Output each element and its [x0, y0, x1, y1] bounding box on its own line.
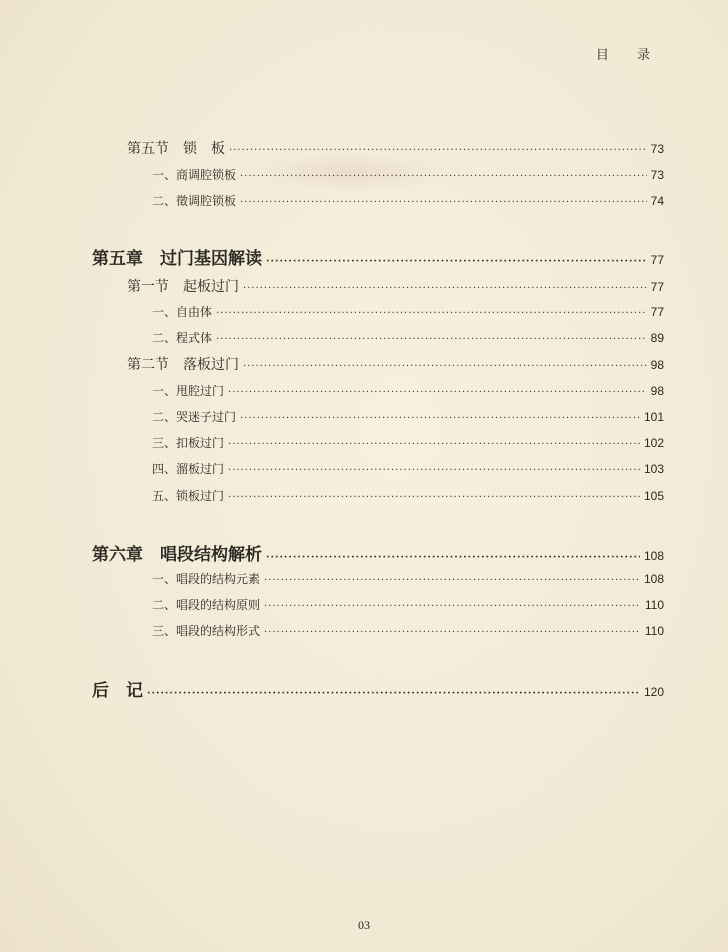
- toc-chapter-entry: [92, 540, 664, 565]
- toc-subsection-entry: [152, 596, 664, 613]
- dot-leader: [266, 552, 640, 563]
- toc-label: 四、溜板过门: [152, 462, 225, 476]
- toc-label: 三、扣板过门: [152, 436, 225, 450]
- toc-subsection-entry: [152, 329, 664, 346]
- toc-subsection-entry: [152, 487, 664, 504]
- toc-page-number: 98: [650, 358, 664, 372]
- dot-leader: [228, 439, 640, 450]
- toc-subsection-entry: [152, 303, 664, 320]
- dot-leader: [228, 387, 647, 398]
- toc-label: 第二节 落板过门: [127, 357, 239, 373]
- toc-chapter-entry: [92, 676, 664, 701]
- toc-page-number: 98: [650, 384, 664, 398]
- toc-page-number: 102: [643, 436, 664, 450]
- toc-label: 二、程式体: [152, 331, 213, 345]
- dot-leader: [266, 256, 647, 267]
- toc-subsection-entry: [152, 382, 664, 399]
- page-header: 目 录: [595, 48, 662, 63]
- toc-page-number: 73: [650, 168, 664, 182]
- toc-page-number: 103: [643, 462, 664, 476]
- toc-label: 第一节 起板过门: [127, 279, 239, 295]
- toc-subsection-entry: [152, 408, 664, 425]
- toc-page-number: 101: [643, 410, 664, 424]
- toc-subsection-entry: [152, 622, 664, 639]
- dot-leader: [243, 361, 647, 372]
- toc-page-number: 110: [644, 624, 664, 638]
- dot-leader: [229, 145, 647, 156]
- dot-leader: [240, 413, 640, 424]
- toc-page-number: 77: [650, 280, 664, 294]
- toc-chapter-entry: [92, 244, 664, 269]
- toc-page-number: 74: [650, 194, 664, 208]
- dot-leader: [228, 465, 640, 476]
- toc-label: 一、自由体: [152, 305, 213, 319]
- toc-page-number: 89: [650, 331, 664, 345]
- toc-subsection-entry: [152, 570, 664, 587]
- page-number-footer: 03: [358, 918, 370, 932]
- dot-leader: [240, 171, 647, 182]
- toc-page-number: 108: [643, 549, 664, 563]
- toc-label: 二、唱段的结构原则: [152, 598, 261, 612]
- dot-leader: [264, 601, 641, 612]
- toc-subsection-entry: [152, 192, 664, 209]
- dot-leader: [240, 197, 647, 208]
- toc-page-number: 120: [643, 685, 664, 699]
- toc-label: 三、唱段的结构形式: [152, 624, 261, 638]
- toc-page-number: 73: [650, 142, 664, 156]
- toc-subsection-entry: [152, 166, 664, 183]
- dot-leader: [228, 492, 640, 503]
- toc-label: 一、商调腔锁板: [152, 168, 237, 182]
- toc-label: 二、哭迷子过门: [152, 410, 237, 424]
- toc-page-number: 110: [644, 598, 664, 612]
- toc-label: 第五章 过门基因解读: [92, 249, 262, 269]
- dot-leader: [264, 627, 641, 638]
- toc-label: 第五节 锁 板: [127, 141, 225, 157]
- toc-label: 一、甩腔过门: [152, 384, 225, 398]
- toc-subsection-entry: [152, 460, 664, 477]
- toc-page-number: 77: [650, 305, 664, 319]
- toc-page-number: 105: [643, 489, 664, 503]
- toc-subsection-entry: [152, 434, 664, 451]
- toc-section-entry: [127, 276, 664, 296]
- toc-label: 一、唱段的结构元素: [152, 572, 261, 586]
- toc-label: 后 记: [92, 681, 143, 701]
- toc-label: 第六章 唱段结构解析: [92, 545, 262, 565]
- toc-label: 五、锁板过门: [152, 489, 225, 503]
- dot-leader: [264, 575, 640, 586]
- toc-page-number: 108: [643, 572, 664, 586]
- toc-section-entry: [127, 354, 664, 374]
- toc-page-number: 77: [650, 253, 664, 267]
- dot-leader: [216, 308, 647, 319]
- dot-leader: [147, 688, 640, 699]
- dot-leader: [216, 334, 647, 345]
- toc-label: 二、徵调腔锁板: [152, 194, 237, 208]
- toc-section-entry: [127, 138, 664, 158]
- dot-leader: [243, 283, 647, 294]
